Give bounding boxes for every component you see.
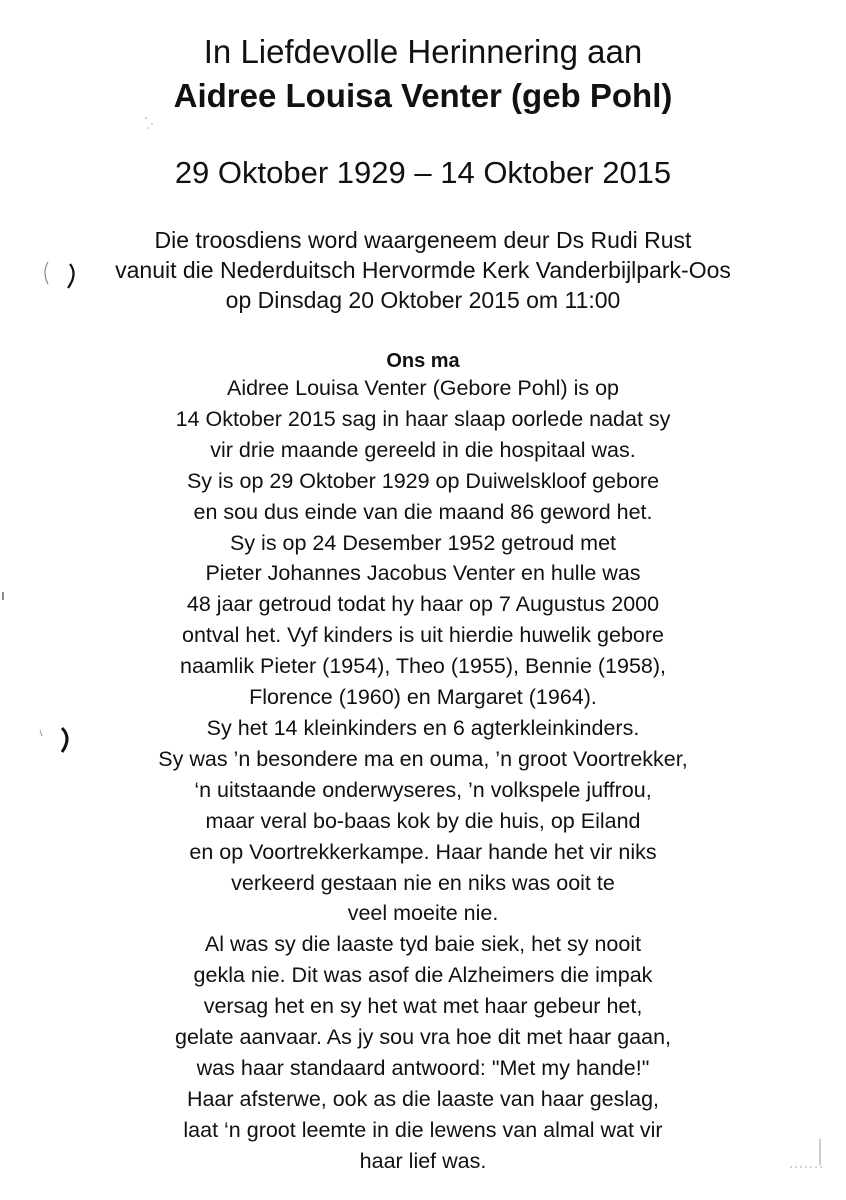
scan-bracket-mark — [36, 722, 76, 758]
tribute-line: gekla nie. Dit was asof die Alzheimers die impak — [193, 963, 653, 988]
tribute-line: gelate aanvaar. As jy sou vra hoe dit met haar gaan, — [174, 1025, 671, 1050]
tribute-line: versag het en sy het wat met haar gebeur het, — [203, 994, 643, 1019]
tribute-line: Florence (1960) en Margaret (1964). — [249, 685, 597, 710]
tribute-line: verkeerd gestaan nie en niks was ooit te — [231, 870, 615, 895]
tribute-line: laat ‘n groot leemte in die lewens van almal wat vir — [183, 1117, 663, 1142]
tribute-line: ‘n uitstaande onderwyseres, ’n volkspele juffrou, — [194, 777, 652, 802]
tribute-title: Ons ma — [386, 350, 460, 372]
service-line: vanuit die Nederduitsch Hervormde Kerk Vanderbijlpark-Oos — [115, 257, 731, 283]
scan-bracket-mark — [40, 258, 80, 290]
tribute-line: maar veral bo-baas kok by die huis, op Eiland — [205, 808, 641, 833]
tribute-line: ontval het. Vyf kinders is uit hierdie huwelik gebore — [181, 623, 665, 648]
tribute-line: Al was sy die laaste tyd baie siek, het sy nooit — [204, 932, 642, 957]
deceased-name: Aidree Louisa Venter (geb Pohl) — [173, 77, 673, 114]
tribute-line: Sy is op 29 Oktober 1929 op Duiwelskloof gebore — [186, 468, 660, 493]
tribute-line: vir drie maande gereeld in die hospitaal was. — [210, 437, 636, 462]
tribute-line: Sy is op 24 Desember 1952 getroud met — [229, 530, 617, 555]
scan-edge-mark — [0, 590, 8, 602]
tribute-line: Haar afsterwe, ook as die laaste van haar geslag, — [186, 1086, 660, 1111]
tribute-line: en sou dus einde van die maand 86 geword het. — [193, 499, 653, 524]
tribute-line: haar lief was. — [359, 1148, 487, 1173]
memorial-heading: In Liefdevolle Herinnering aan — [203, 33, 643, 70]
tribute-line: Sy was ’n besondere ma en ouma, ’n groot Voortrekker, — [158, 746, 688, 771]
tribute-line: veel moeite nie. — [347, 901, 499, 926]
scan-edge-mark — [780, 1135, 830, 1175]
tribute-body — [0, 373, 846, 1177]
tribute-line: 14 Oktober 2015 sag in haar slaap oorlede nadat sy — [175, 406, 671, 431]
life-dates: 29 Oktober 1929 – 14 Oktober 2015 — [174, 155, 672, 190]
tribute-line: en op Voortrekkerkampe. Haar hande het vir niks — [189, 839, 657, 864]
service-details — [0, 225, 846, 315]
tribute-line: Pieter Johannes Jacobus Venter en hulle was — [205, 561, 641, 586]
tribute-line: naamlik Pieter (1954), Theo (1955), Bennie (1958), — [179, 654, 667, 679]
tribute-line: Sy het 14 kleinkinders en 6 agterkleinkinders. — [206, 715, 640, 740]
tribute-line: Aidree Louisa Venter (Gebore Pohl) is op — [226, 376, 619, 400]
tribute-line: 48 jaar getroud todat hy haar op 7 Augustus 2000 — [186, 592, 660, 617]
service-line: Die troosdiens word waargeneem deur Ds Rudi Rust — [154, 227, 692, 253]
service-line: op Dinsdag 20 Oktober 2015 om 11:00 — [225, 287, 621, 313]
scan-speck-mark — [140, 110, 160, 134]
tribute-line: was haar standaard antwoord: "Met my hande!" — [196, 1055, 650, 1080]
